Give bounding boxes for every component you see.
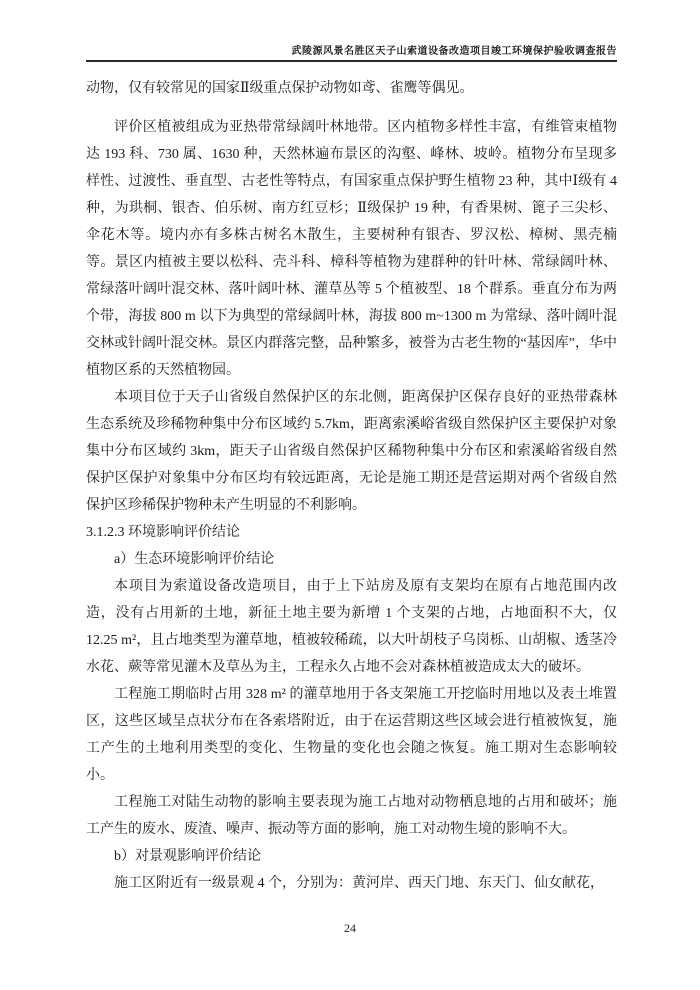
paragraph-reserve-distance: 本项目位于天子山省级自然保护区的东北侧，距离保护区保存良好的亚热带森林生态系统及珍稀物种集中分布区域约 5.7km，距离索溪峪省级自然保护区主要保护对象集中分布区域约 3km，距天子山省级自然保护区稀物种集中分布区和索溪峪省级自然保护区保护对象集中分布区均有较远距离，无论是施工期还是营运期对两个省级自然保护区珍稀保护物种未产生明显的不利影响。 xyxy=(86,390,617,513)
paragraph-continuation: 动物，仅有较常见的国家Ⅱ级重点保护动物如鸢、雀鹰等偶见。 xyxy=(86,81,474,96)
document-body xyxy=(86,75,617,897)
paragraph-landscape-impact: 施工区附近有一级景观 4 个，分别为：黄河岸、西天门地、东天门、仙女献花， xyxy=(114,876,604,891)
paragraph-animal-impact: 工程施工对陆生动物的影响主要表现为施工占地对动物栖息地的占用和破坏；施工产生的废水、废渣、噪声、振动等方面的影响，施工对动物生境的影响不大。 xyxy=(86,795,617,837)
subsection-label-b: b）对景观影响评价结论 xyxy=(114,849,261,864)
paragraph-temporary-land-use: 工程施工期临时占用 328 m² 的灌草地用于各支架施工开挖临时用地以及表土堆置区，这些区域呈点状分布在各索塔附近，由于在运营期这些区域会进行植被恢复，施工产生的土地利用类型的变化、生物量的变化也会随之恢复。施工期对生态影响较小。 xyxy=(86,687,617,783)
page-number: 24 xyxy=(344,921,356,935)
page-header-title: 武陵源风景名胜区天子山索道设备改造项目竣工环境保护验收调查报告 xyxy=(291,46,617,57)
paragraph-vegetation-overview: 评价区植被组成为亚热带常绿阔叶林地带。区内植物多样性丰富，有维管束植物达 193 科、730 属、1630 种，天然林遍布景区的沟壑、峰林、坡岭。植物分布呈现多样性、过渡性、垂直型、古老性等特点，有国家重点保护野生植物 23 种，其中Ⅰ级有 4 种，为珙桐、银杏、伯乐树、南方红豆杉；Ⅱ级保护 19 种，有香果树、篦子三尖杉、伞花木等。境内亦有多株古树名木散生，主要树种有银杏、罗汉松、樟树、黑壳楠等。景区内植被主要以松科、壳斗科、樟科等植物为建群种的针叶林、常绿阔叶林、常绿落叶阔叶混交林、落叶阔叶林、灌草丛等 5 个植被型、18 个群系。垂直分布为两个带，海拔 800 m 以下为典型的常绿阔叶林，海拔 800 m~1300 m 为常绿、落叶阔叶混交林或针阔叶混交林。景区内群落完整，品种繁多，被誉为古老生物的“基因库”，华中植物区系的天然植物园。 xyxy=(86,120,617,378)
subsection-label-a: a）生态环境影响评价结论 xyxy=(114,552,275,567)
header-divider xyxy=(86,60,617,62)
section-heading: 3.1.2.3 环境影响评价结论 xyxy=(86,525,240,540)
paragraph-permanent-land-use: 本项目为索道设备改造项目，由于上下站房及原有支架均在原有占地范围内改造，没有占用新的土地，新征土地主要为新增 1 个支架的占地，占地面积不大，仅12.25 m²，且占地类型为灌草地，植被较稀疏，以大叶胡枝子乌岗栎、山胡椒、透茎冷水花、蕨等常见灌木及草丛为主，工程永久占地不会对森林植被造成太大的破坏。 xyxy=(86,579,617,675)
